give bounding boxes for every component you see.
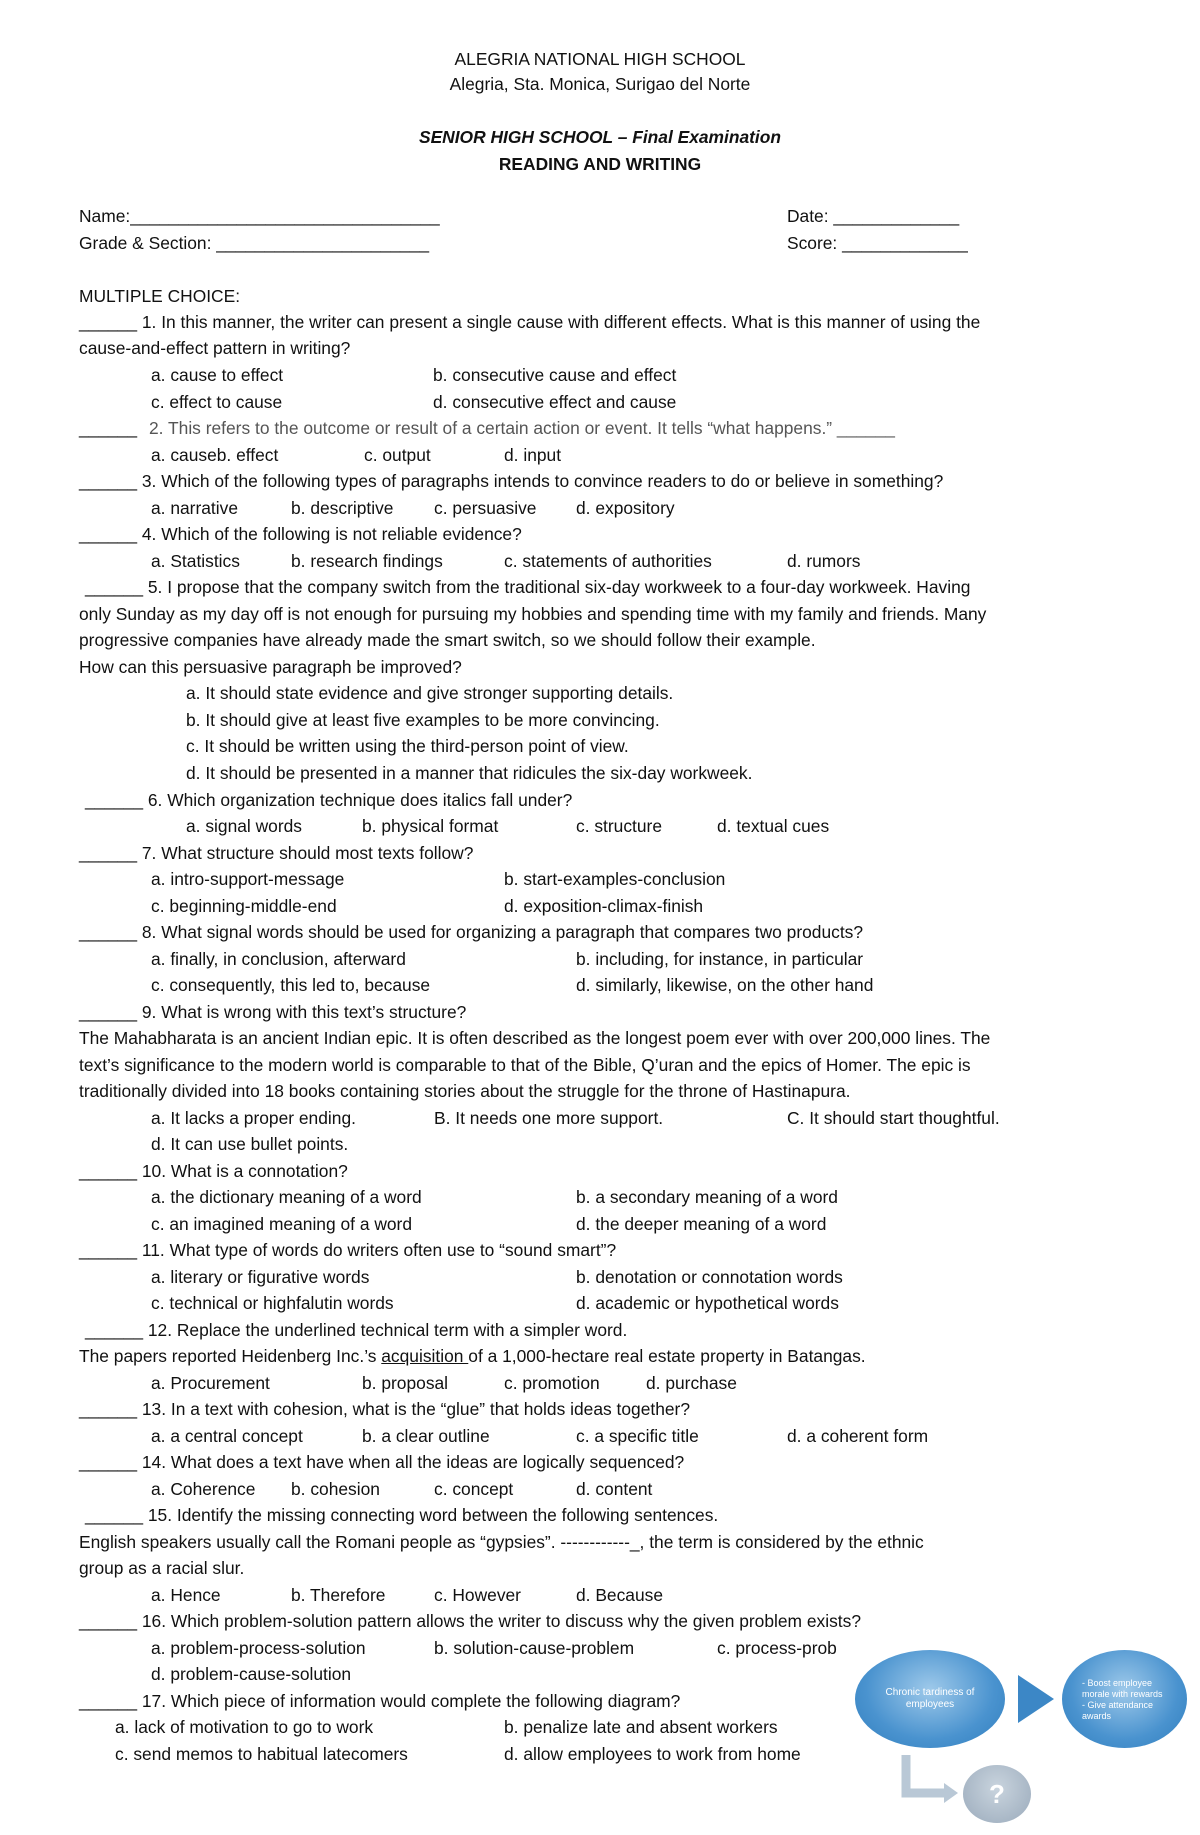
- q9-option-c: C. It should start thoughtful.: [787, 1108, 1000, 1128]
- q5-option-a: a. It should state evidence and give stronger supporting details.: [186, 683, 674, 703]
- question-4: ______ 4. Which of the following is not reliable evidence?: [79, 524, 522, 544]
- question-5-l4: How can this persuasive paragraph be improved?: [79, 657, 462, 677]
- q10-option-c: c. an imagined meaning of a word: [151, 1214, 413, 1234]
- q6-option-a: a. signal words: [186, 816, 302, 836]
- question-15-l2: English speakers usually call the Romani people as “gypsies”. ------------_, the term is considered by the ethnic: [79, 1532, 924, 1552]
- q12-text-after: of a 1,000-hectare real estate property in Batangas.: [468, 1346, 866, 1366]
- q7-option-c: c. beginning-middle-end: [151, 896, 337, 916]
- q6-option-c: c. structure: [576, 816, 663, 836]
- q15-option-b: b. Therefore: [291, 1585, 386, 1605]
- question-1-cont: cause-and-effect pattern in writing?: [79, 338, 351, 358]
- q17-option-b: b. penalize late and absent workers: [504, 1717, 778, 1737]
- q17-option-a: a. lack of motivation to go to work: [115, 1717, 374, 1737]
- q10-option-a: a. the dictionary meaning of a word: [151, 1187, 422, 1207]
- q1-option-b: b. consecutive cause and effect: [433, 365, 677, 385]
- q1-option-c: c. effect to cause: [151, 392, 283, 412]
- q12-option-a: a. Procurement: [151, 1373, 270, 1393]
- question-5-l3: progressive companies have already made the smart switch, so we should follow their example.: [79, 630, 816, 650]
- grade-section-field[interactable]: Grade & Section: ______________________: [79, 233, 430, 253]
- q4-option-d: d. rumors: [787, 551, 861, 571]
- q14-option-c: c. concept: [434, 1479, 514, 1499]
- question-16: ______ 16. Which problem-solution pattern allows the writer to discuss why the given problem exists?: [79, 1611, 862, 1631]
- question-15: ______ 15. Identify the missing connecting word between the following sentences.: [85, 1505, 719, 1525]
- q5-option-d: d. It should be presented in a manner that ridicules the six-day workweek.: [186, 763, 753, 783]
- q13-option-d: d. a coherent form: [787, 1426, 929, 1446]
- question-9-l4: traditionally divided into 18 books containing stories about the struggle for the throne of Hastinapura.: [79, 1081, 851, 1101]
- q11-option-c: c. technical or highfalutin words: [151, 1293, 394, 1313]
- diagram-node-problem: [855, 1650, 1005, 1748]
- school-address: Alegria, Sta. Monica, Surigao del Norte: [449, 74, 751, 94]
- school-name: ALEGRIA NATIONAL HIGH SCHOOL: [454, 49, 746, 69]
- q4-option-b: b. research findings: [291, 551, 443, 571]
- question-14: ______ 14. What does a text have when all the ideas are logically sequenced?: [79, 1452, 685, 1472]
- q10-option-b: b. a secondary meaning of a word: [576, 1187, 838, 1207]
- subject-title: READING AND WRITING: [498, 154, 702, 174]
- q6-option-b: b. physical format: [362, 816, 499, 836]
- question-1: ______ 1. In this manner, the writer can present a single cause with different effects. What is this manner of using the: [79, 312, 981, 332]
- q5-option-c: c. It should be written using the third-person point of view.: [186, 736, 629, 756]
- section-heading: MULTIPLE CHOICE:: [79, 286, 241, 306]
- q3-option-b: b. descriptive: [291, 498, 394, 518]
- question-12-sentence: [79, 1345, 866, 1368]
- q9-option-b: B. It needs one more support.: [434, 1108, 664, 1128]
- q3-option-c: c. persuasive: [434, 498, 537, 518]
- q12-option-c: c. promotion: [504, 1373, 600, 1393]
- q2-option-c: c. output: [364, 445, 431, 465]
- q16-option-b: b. solution-cause-problem: [434, 1638, 635, 1658]
- q2-blank: ______: [79, 418, 138, 438]
- q12-option-d: d. purchase: [646, 1373, 737, 1393]
- q3-option-d: d. expository: [576, 498, 675, 518]
- question-9-l3: text’s significance to the modern world is comparable to that of the Bible, Q’uran and the epics of Homer. The epic is: [79, 1055, 971, 1075]
- name-field[interactable]: Name:________________________________: [79, 206, 440, 226]
- q12-text-before: The papers reported Heidenberg Inc.’s: [79, 1346, 382, 1366]
- q14-option-a: a. Coherence: [151, 1479, 256, 1499]
- diagram-elbow-arrow-icon: [900, 1755, 960, 1805]
- q14-option-d: d. content: [576, 1479, 653, 1499]
- q9-option-a: a. It lacks a proper ending.: [151, 1108, 356, 1128]
- question-7: ______ 7. What structure should most texts follow?: [79, 843, 474, 863]
- q4-option-c: c. statements of authorities: [504, 551, 712, 571]
- exam-title: SENIOR HIGH SCHOOL – Final Examination: [418, 127, 782, 147]
- q16-option-d: d. problem-cause-solution: [151, 1664, 352, 1684]
- q13-option-a: a. a central concept: [151, 1426, 303, 1446]
- q8-option-b: b. including, for instance, in particular: [576, 949, 864, 969]
- q7-option-d: d. exposition-climax-finish: [504, 896, 704, 916]
- q6-option-d: d. textual cues: [717, 816, 830, 836]
- q16-option-a: a. problem-process-solution: [151, 1638, 366, 1658]
- q17-option-d: d. allow employees to work from home: [504, 1744, 801, 1764]
- q1-option-a: a. cause to effect: [151, 365, 284, 385]
- q11-option-a: a. literary or figurative words: [151, 1267, 370, 1287]
- question-17: ______ 17. Which piece of information would complete the following diagram?: [79, 1691, 681, 1711]
- diagram-node-question: [963, 1765, 1031, 1823]
- diagram-solution-item-2: - Give attendance awards: [1082, 1700, 1154, 1721]
- q9-option-d: d. It can use bullet points.: [151, 1134, 349, 1154]
- diagram-node-problem-label: Chronic tardiness of employees: [885, 1687, 975, 1710]
- q13-option-b: b. a clear outline: [362, 1426, 490, 1446]
- score-field[interactable]: Score: _____________: [787, 233, 968, 253]
- q3-option-a: a. narrative: [151, 498, 238, 518]
- q15-option-a: a. Hence: [151, 1585, 221, 1605]
- question-2: 2. This refers to the outcome or result of a certain action or event. It tells “what happens.” ______: [149, 418, 895, 438]
- q4-option-a: a. Statistics: [151, 551, 240, 571]
- question-12: ______ 12. Replace the underlined technical term with a simpler word.: [85, 1320, 628, 1340]
- q2-option-ab: a. causeb. effect: [151, 445, 279, 465]
- q7-option-b: b. start-examples-conclusion: [504, 869, 726, 889]
- question-10: ______ 10. What is a connotation?: [79, 1161, 348, 1181]
- date-field[interactable]: Date: _____________: [787, 206, 960, 226]
- question-8: ______ 8. What signal words should be used for organizing a paragraph that compares two products?: [79, 922, 864, 942]
- q12-option-b: b. proposal: [362, 1373, 449, 1393]
- q14-option-b: b. cohesion: [291, 1479, 380, 1499]
- question-15-l3: group as a racial slur.: [79, 1558, 245, 1578]
- q13-option-c: c. a specific title: [576, 1426, 699, 1446]
- q10-option-d: d. the deeper meaning of a word: [576, 1214, 827, 1234]
- diagram-arrow-right-icon: [1018, 1675, 1054, 1723]
- q1-option-d: d. consecutive effect and cause: [433, 392, 677, 412]
- q15-option-c: c. However: [434, 1585, 521, 1605]
- diagram-solution-item-1: - Boost employee morale with rewards: [1082, 1678, 1163, 1699]
- diagram-node-solution: [1062, 1650, 1187, 1748]
- question-5: ______ 5. I propose that the company switch from the traditional six-day workweek to a four-day workweek. Having: [85, 577, 971, 597]
- q11-option-d: d. academic or hypothetical words: [576, 1293, 839, 1313]
- q7-option-a: a. intro-support-message: [151, 869, 345, 889]
- q11-option-b: b. denotation or connotation words: [576, 1267, 843, 1287]
- q12-underlined-term: acquisition: [381, 1346, 469, 1366]
- q8-option-c: c. consequently, this led to, because: [151, 975, 431, 995]
- question-5-l2: only Sunday as my day off is not enough for pursuing my hobbies and spending time with my family and friends. Many: [79, 604, 987, 624]
- diagram-question-mark: ?: [989, 1778, 1005, 1809]
- q8-option-d: d. similarly, likewise, on the other hand: [576, 975, 874, 995]
- q17-option-c: c. send memos to habitual latecomers: [115, 1744, 408, 1764]
- question-6: ______ 6. Which organization technique does italics fall under?: [85, 790, 573, 810]
- q8-option-a: a. finally, in conclusion, afterward: [151, 949, 406, 969]
- q15-option-d: d. Because: [576, 1585, 664, 1605]
- q5-option-b: b. It should give at least five examples to be more convincing.: [186, 710, 660, 730]
- q16-option-c: c. process-prob: [717, 1638, 837, 1658]
- question-9: ______ 9. What is wrong with this text’s structure?: [79, 1002, 467, 1022]
- question-13: ______ 13. In a text with cohesion, what is the “glue” that holds ideas together?: [79, 1399, 690, 1419]
- q2-option-d: d. input: [504, 445, 562, 465]
- question-9-l2: The Mahabharata is an ancient Indian epic. It is often described as the longest poem ever with over 200,000 lines. The: [79, 1028, 991, 1048]
- question-11: ______ 11. What type of words do writers often use to “sound smart”?: [79, 1240, 617, 1260]
- question-3: ______ 3. Which of the following types of paragraphs intends to convince readers to do or believe in something?: [79, 471, 944, 491]
